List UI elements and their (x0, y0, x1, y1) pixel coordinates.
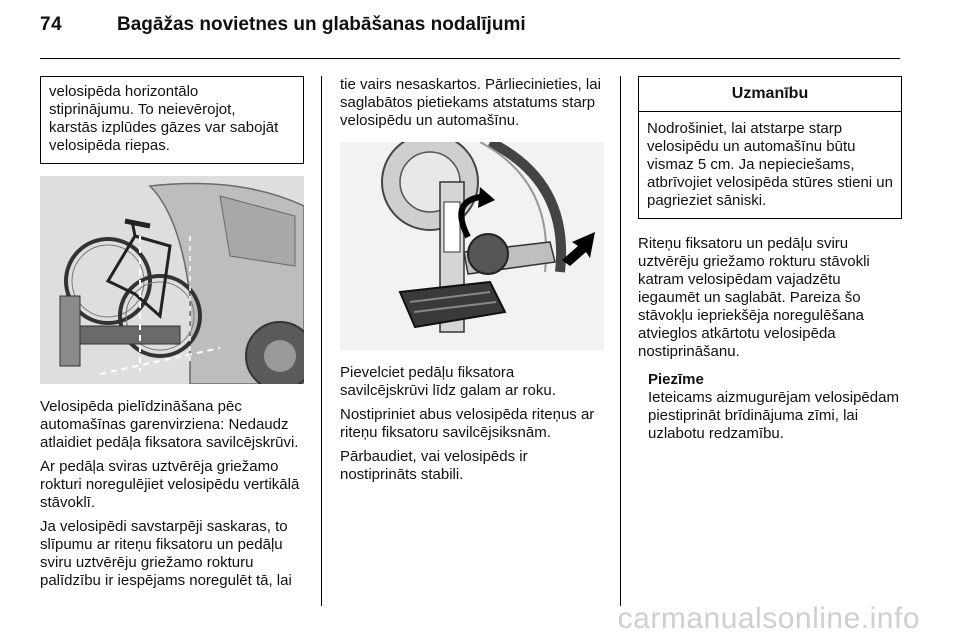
paragraph: Nostipriniet abus velosipēda riteņus ar riteņu fiksatoru savilcējsiksnām. (340, 406, 595, 441)
pedal-fixture-figure (340, 142, 604, 350)
watermark: carmanualsonline.info (617, 602, 920, 635)
note-text: Ieteicams aizmugurējam velosipēdam piestiprināt brīdinājuma zīmi, lai uzlabotu redzamību. (648, 389, 899, 442)
caution-continuation-box (40, 76, 304, 164)
warning-box (638, 76, 902, 219)
paragraph: Ja velosipēdi savstarpēji saskaras, to slīpumu ar riteņu fiksatoru un pedāļu sviru uztvērēju griežamo rokturu palīdzību ir iespējams noregulēt tā, lai (40, 518, 292, 589)
header-rule (40, 58, 900, 59)
page-title: Bagāžas novietnes un glabāšanas nodalījumi (117, 14, 526, 35)
column-divider-right (620, 76, 621, 606)
column-divider-left (321, 76, 322, 606)
paragraph: Velosipēda pielīdzināšana pēc automašīnas garenvirziena: Nedaudz atlaidiet pedāļa fiksatora savilcējskrūvi. (40, 398, 299, 451)
column-1 (40, 76, 304, 596)
box-line: velosipēda riepas. (49, 137, 170, 154)
pedal-fixture-icon (340, 142, 604, 350)
box-line: stiprinājumu. To neievērojot, (49, 101, 236, 118)
paragraph: Riteņu fiksatoru un pedāļu sviru uztvērēju griežamo rokturu stāvokli katram velosipēdam vajadzētu iegaumēt un saglabāt. Pareiza šo stāvokļu iepriekšēja noregulēšana atvieglos atkārtotu velosipēda nostiprināšanu. (638, 235, 870, 360)
warning-text: Nodrošiniet, lai atstarpe starp velosipēdu un automašīnu būtu vismaz 5 cm. Ja nepieciešams, atbrīvojiet velosipēda stūres stieni un pagrieziet sāniski. (647, 120, 893, 209)
bicycle-carrier-figure (40, 176, 304, 384)
box-line: velosipēda horizontālo (49, 83, 199, 100)
page-number: 74 (40, 14, 63, 35)
column-3 (638, 76, 902, 443)
paragraph: Pārbaudiet, vai velosipēds ir nostiprināts stabili. (340, 448, 528, 483)
paragraph: tie vairs nesaskartos. Pārliecinieties, lai saglabātos pietiekams atstatums starp velosipēdu un automašīnu. (340, 76, 601, 129)
note-block (638, 371, 902, 443)
column-2 (340, 76, 604, 490)
warning-title: Uzmanību (639, 77, 901, 112)
box-line: karstās izplūdes gāzes var sabojāt (49, 119, 279, 136)
note-title: Piezīme (648, 371, 704, 388)
bicycle-on-rear-carrier-icon (40, 176, 304, 384)
paragraph: Pievelciet pedāļu fiksatora savilcējskrūvi līdz galam ar roku. (340, 364, 556, 399)
paragraph: Ar pedāļa sviras uztvērēja griežamo rokturi noregulējiet velosipēdu vertikālā stāvoklī. (40, 458, 300, 511)
